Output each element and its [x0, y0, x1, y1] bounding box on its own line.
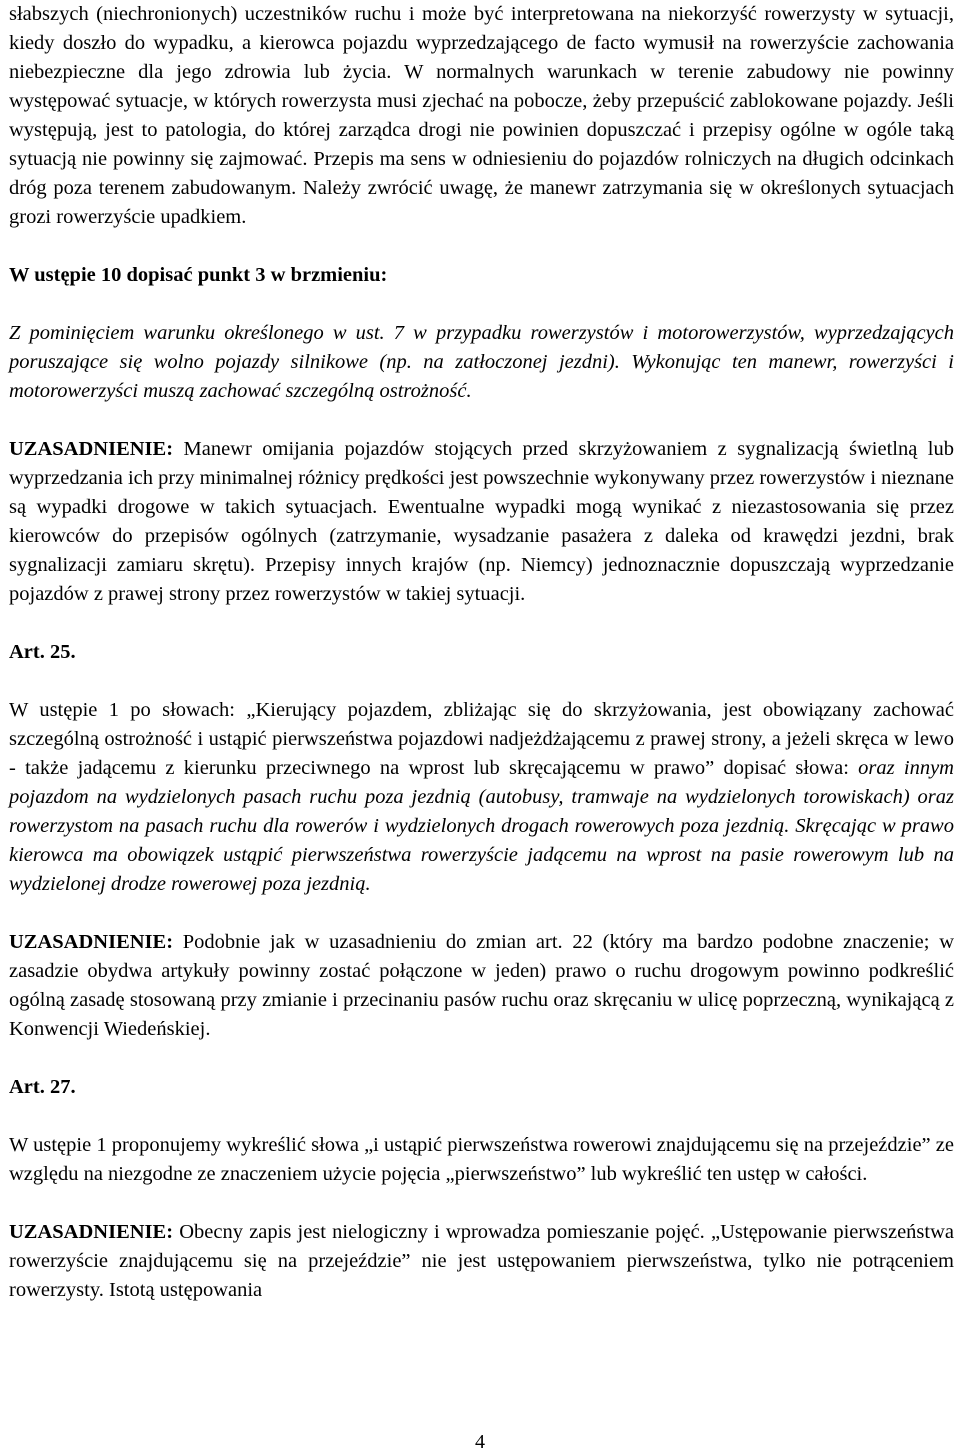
justification-paragraph-3: [9, 1218, 954, 1305]
justification-paragraph-1: [9, 435, 954, 609]
article-heading-25: Art. 25.: [9, 641, 76, 663]
article-heading-27: Art. 27.: [9, 1076, 76, 1098]
section-heading-ust10: W ustępie 10 dopisać punkt 3 w brzmieniu:: [9, 264, 388, 286]
spacer: [9, 667, 954, 696]
article-25-paragraph: [9, 696, 954, 899]
proposed-text-paragraph: Z pominięciem warunku określonego w ust. 7 w przypadku rowerzystów i motorowerzystów, wyprzedzających poruszające się wolno pojazdy silnikowe (np. na zatłoczonej jezdni). Wykonując ten manewr, rowerzyści i motorowerzyści muszą zachować szczególną ostrożność.: [9, 322, 954, 402]
justification-text: Manewr omijania pojazdów stojących przed skrzyżowaniem z sygnalizacją świetlną lub wyprzedzania ich przy minimalnej różnicy prędkości jest powszechnie wykonywany przez rowerzystów i nieznane są wypadki drogowe w takich sytuacjach. Ewentualne wypadki mogą wynikać z niezastosowania się przez kierowców do przepisów ogólnych (zatrzymanie, wysadzanie pasażera z daleka od krawędzi jezdni, brak sygnalizacji zamiaru skrętu). Przepisy innych krajów (np. Niemcy) jednoznacznie dopuszczają wyprzedzanie pojazdów z prawej strony przez rowerzystów w takiej sytuacji.: [9, 438, 954, 605]
spacer: [9, 232, 954, 261]
justification-paragraph-2: [9, 928, 954, 1044]
spacer: [9, 290, 954, 319]
document-page: [9, 0, 954, 1305]
article-25-text: W ustępie 1 po słowach: „Kierujący pojazdem, zbliżając się do skrzyżowania, jest obowiązany zachować szczególną ostrożność i ustąpić pierwszeństwa pojazdowi nadjeżdżającemu z prawej strony, a jeżeli skręca w lewo - także jadącemu z kierunku przeciwnego na wprost lub skręcającemu w prawo” dopisać słowa:: [9, 699, 954, 779]
justification-label: UZASADNIENIE:: [9, 1221, 174, 1243]
spacer: [9, 406, 954, 435]
spacer: [9, 1102, 954, 1131]
spacer: [9, 1189, 954, 1218]
spacer: [9, 899, 954, 928]
article-27-paragraph: W ustępie 1 proponujemy wykreślić słowa „i ustąpić pierwszeństwa rowerowi znajdującemu się na przejeździe” ze względu na niezgodne ze znaczeniem użycie pojęcia „pierwszeństwo” lub wykreślić ten ustęp w całości.: [9, 1134, 954, 1185]
justification-text: Podobnie jak w uzasadnieniu do zmian art. 22 (który ma bardzo podobne znaczenie; w zasadzie obydwa artykuły powinny zostać połączone w jeden) prawo o ruchu drogowym powinno podkreślić ogólną zasadę stosowaną przy zmianie i przecinaniu pasów ruchu oraz skręcaniu w ulicę poprzeczną, wynikającą z Konwencji Wiedeńskiej.: [9, 931, 954, 1040]
page-number: 4: [475, 1431, 485, 1453]
spacer: [9, 1044, 954, 1073]
article-25-proposed-text: oraz innym pojazdom na wydzielonych pasach ruchu poza jezdnią (autobusy, tramwaje na wydzielonych torowiskach) oraz rowerzystom na pasach ruchu dla rowerów i wydzielonych drogach rowerowych poza jezdnią. Skręcając w prawo kierowca ma obowiązek ustąpić pierwszeństwa rowerzyście jadącemu na wprost na pasie rowerowym lub na wydzielonej drodze rowerowej poza jezdnią.: [9, 757, 954, 895]
paragraph-intro: słabszych (niechronionych) uczestników ruchu i może być interpretowana na niekorzyść rowerzysty w sytuacji, kiedy doszło do wypadku, a kierowca pojazdu wyprzedzającego de facto wymusił na rowerzyście zachowania niebezpieczne dla jego zdrowia lub życia. W normalnych warunkach w terenie zabudowy nie powinny występować sytuacje, w których rowerzysta musi zjechać na pobocze, żeby przepuścić zablokowane pojazdy. Jeśli występują, jest to patologia, do której zarządca drogi nie powinien dopuszczać i przepisy ogólne w ogóle taką sytuacją nie powinny się zajmować. Przepis ma sens w odniesieniu do pojazdów rolniczych na długich odcinkach dróg poza terenem zabudowanym. Należy zwrócić uwagę, że manewr zatrzymania się w określonych sytuacjach grozi rowerzyście upadkiem.: [9, 3, 954, 228]
justification-label: UZASADNIENIE:: [9, 931, 174, 953]
justification-label: UZASADNIENIE:: [9, 438, 174, 460]
spacer: [9, 609, 954, 638]
justification-text: Obecny zapis jest nielogiczny i wprowadza pomieszanie pojęć. „Ustępowanie pierwszeństwa rowerzyście znajdującemu się na przejeździe” nie jest ustępowaniem pierwszeństwa, tylko nie potrąceniem rowerzysty. Istotą ustępowania: [9, 1221, 954, 1301]
